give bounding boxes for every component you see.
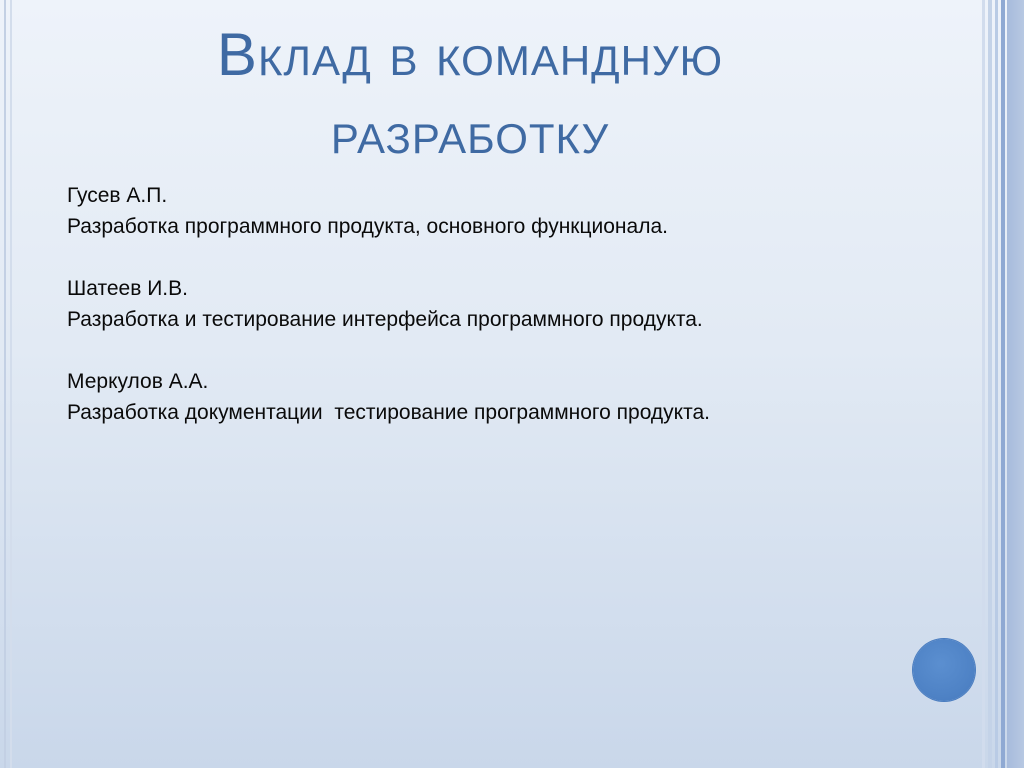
left-border-line [4, 0, 6, 768]
decorative-circle [913, 639, 975, 701]
slide-title-line-1: Вклад в командную [216, 21, 724, 88]
member-contribution: Разработка программного продукта, основного функционала. [67, 215, 668, 238]
right-border-bar [982, 0, 985, 768]
right-border-bar [988, 0, 992, 768]
left-border-line [10, 0, 12, 768]
slide-body [67, 180, 947, 459]
member-contribution: Разработка документации тестирование программного продукта. [67, 401, 710, 424]
team-member [67, 180, 947, 242]
member-name: Шатеев И.В. [67, 277, 188, 300]
slide-title-line-2: разработку [330, 99, 610, 166]
slide-title [120, 22, 820, 166]
team-member [67, 366, 947, 428]
right-border-bar [1007, 0, 1024, 768]
team-member [67, 273, 947, 335]
right-border-bar [1001, 0, 1005, 768]
member-name: Гусев А.П. [67, 184, 168, 207]
member-contribution: Разработка и тестирование интерфейса программного продукта. [67, 308, 703, 331]
member-name: Меркулов А.А. [67, 370, 209, 393]
right-border-bar [995, 0, 998, 768]
